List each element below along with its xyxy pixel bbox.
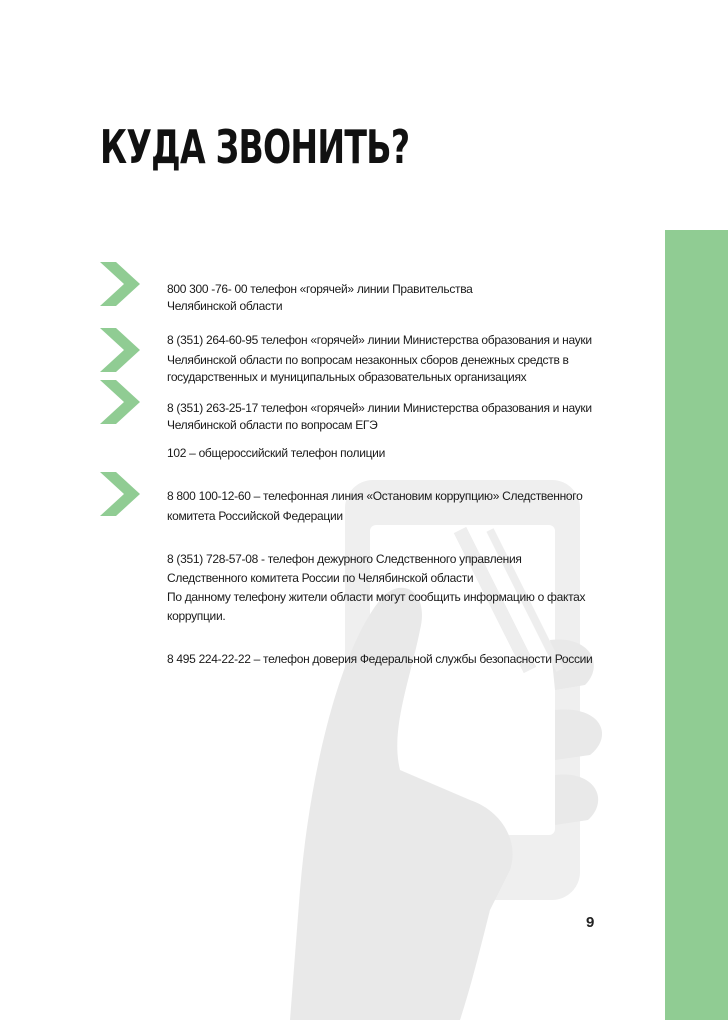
entry-line: 8 (351) 263-25-17 телефон «горячей» линии Министерства образования и науки xyxy=(167,401,592,415)
page-title: КУДА ЗВОНИТЬ? xyxy=(100,120,410,174)
entry-line: государственных и муниципальных образовательных организациях xyxy=(167,370,527,384)
entry-line: 8 495 224-22-22 – телефон доверия Федеральной службы безопасности России xyxy=(167,652,593,666)
entry-line: 8 (351) 264-60-95 телефон «горячей» линии Министерства образования и науки xyxy=(167,333,592,347)
entry-line: Челябинской области xyxy=(167,299,283,313)
chevron-right-icon xyxy=(100,472,140,516)
entry-line: 8 (351) 728-57-08 - телефон дежурного Следственного управления xyxy=(167,552,522,566)
entry-line: Следственного комитета России по Челябинской области xyxy=(167,571,474,585)
chevron-right-icon xyxy=(100,262,140,306)
entry-line: 800 300 -76- 00 телефон «горячей» линии Правительства xyxy=(167,282,473,296)
entry-line: 102 – общероссийский телефон полиции xyxy=(167,446,385,460)
chevron-right-icon xyxy=(100,328,140,372)
hotline-entry xyxy=(167,400,637,434)
chevron-right-icon xyxy=(100,380,140,424)
entry-line: Челябинской области по вопросам незаконных сборов денежных средств в xyxy=(167,353,569,367)
page-number: 9 xyxy=(586,914,595,931)
entry-line: Челябинской области по вопросам ЕГЭ xyxy=(167,418,378,432)
hotline-entry xyxy=(167,281,637,315)
hotline-entry xyxy=(167,651,637,668)
entry-line: 8 800 100-12-60 – телефонная линия «Остановим коррупцию» Следственного xyxy=(167,489,583,503)
hotline-entry xyxy=(167,550,637,626)
entry-line: комитета Российской Федерации xyxy=(167,509,343,523)
hotline-entry xyxy=(167,332,637,386)
hotline-entry xyxy=(167,488,637,525)
entry-line: По данному телефону жители области могут сообщить информацию о фактах xyxy=(167,590,586,604)
green-side-bar xyxy=(665,230,728,1020)
entry-line: коррупции. xyxy=(167,609,226,623)
hotline-entry xyxy=(167,445,637,462)
